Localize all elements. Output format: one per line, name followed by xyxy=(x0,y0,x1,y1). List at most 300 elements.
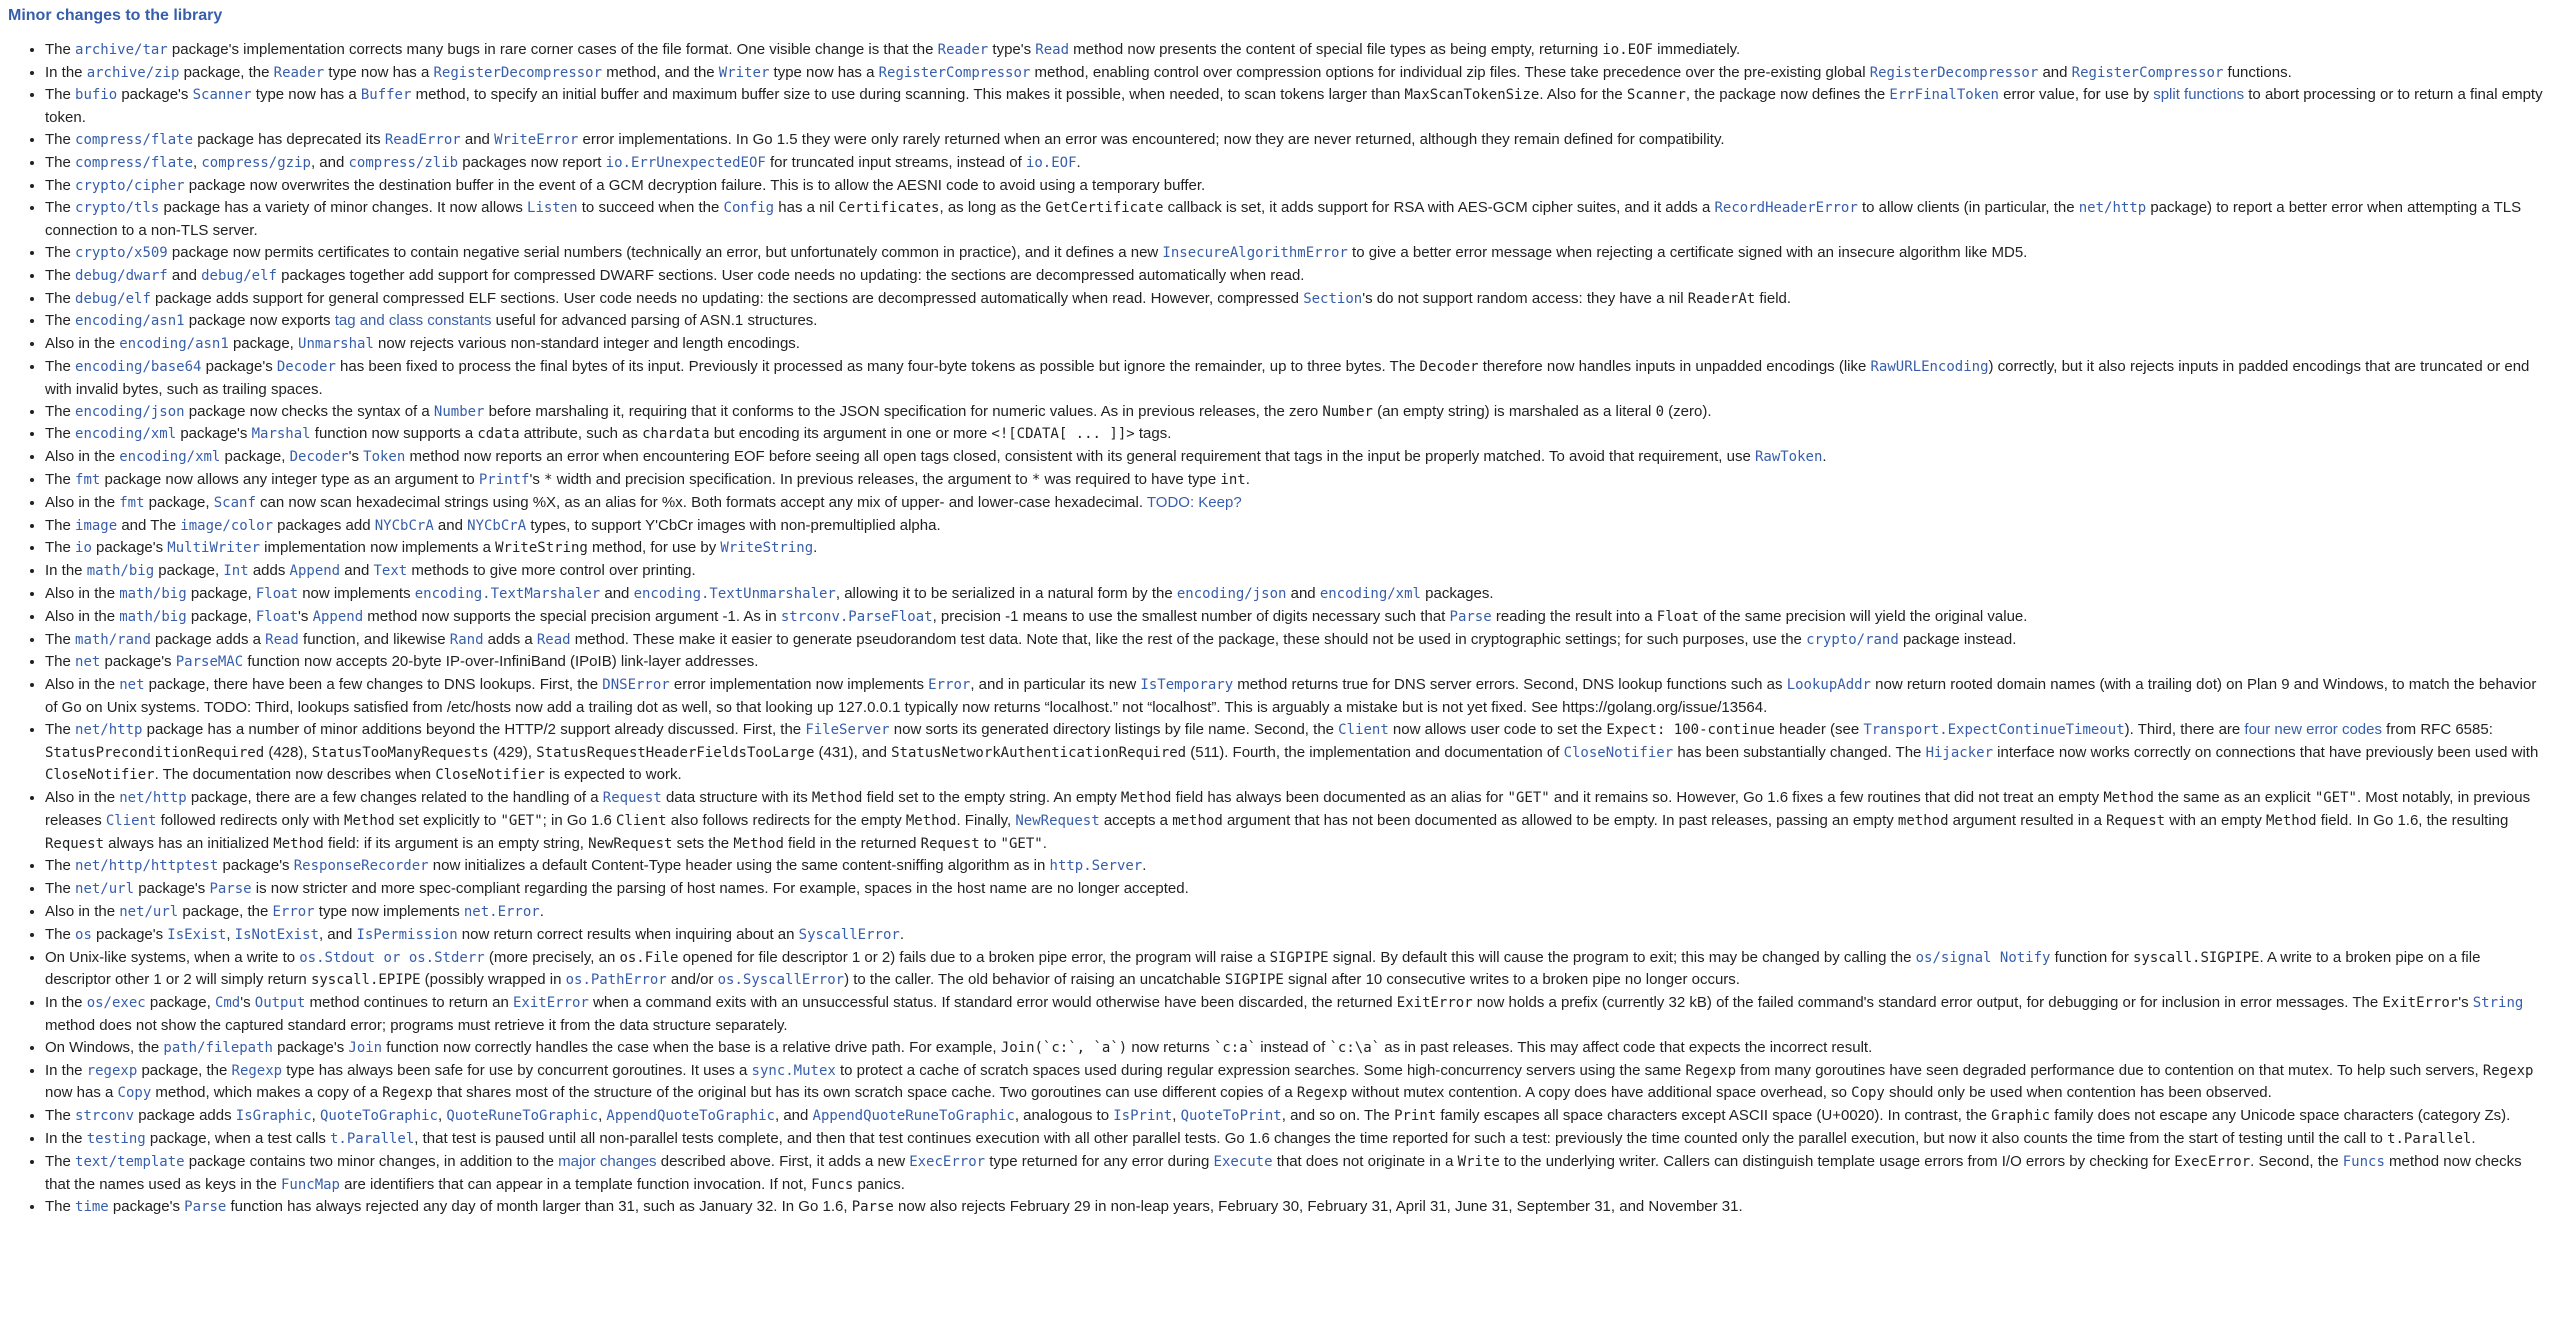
code-link[interactable]: Client xyxy=(105,812,157,829)
code-link[interactable]: encoding/xml xyxy=(1319,585,1421,602)
text: always has an initialized xyxy=(104,834,274,852)
code-link[interactable]: encoding.TextUnmarshaler xyxy=(633,585,836,602)
text: packages. xyxy=(1420,584,1494,602)
text: function for xyxy=(2050,948,2134,966)
inline-code: Funcs xyxy=(811,1176,854,1193)
inline-code: Request xyxy=(920,835,980,852)
code-link[interactable]: net/http xyxy=(75,721,143,738)
text: function, and likewise xyxy=(298,630,450,648)
text: now return rooted domain names (with a trailing dot) on Plan 9 and Windows, to match the behavior of Go on Unix systems. TODO: Third, lookups satisfied from /etc/hosts now add a trailing dot as well, so that looking up 127.0.0.1 typically now returns “localhost.” not “localhost”. This is arguably a mistake but is not yet fixed. See https://golang.org/issue/13564. xyxy=(45,676,2537,716)
text: (428), xyxy=(264,743,312,761)
code-link[interactable]: net.Error xyxy=(463,904,540,921)
text: , xyxy=(598,1107,607,1125)
text: field. In Go 1.6, the resulting xyxy=(2316,811,2509,829)
text: . xyxy=(539,903,544,921)
code-link[interactable]: Marshal xyxy=(251,426,311,443)
code-link[interactable]: Listen xyxy=(527,200,578,217)
code-link[interactable]: t.Parallel xyxy=(330,1131,415,1148)
text: . xyxy=(1245,470,1250,488)
code-link[interactable]: math/big xyxy=(86,563,155,580)
text: should only be used when contention has been observed. xyxy=(1884,1084,2272,1102)
text: (more precisely, an xyxy=(484,948,620,966)
list-item xyxy=(45,288,2545,311)
code-link[interactable]: compress/flate xyxy=(75,154,194,171)
code-link[interactable]: Decoder xyxy=(289,449,349,466)
text-link[interactable]: split functions xyxy=(2153,86,2245,104)
code-link[interactable]: Error xyxy=(928,677,971,694)
text: package, xyxy=(144,493,214,511)
code-link[interactable]: Rand xyxy=(449,631,484,648)
code-link[interactable]: NYCbCrA xyxy=(374,517,434,534)
text: method now presents the content of special file types as being empty, returning xyxy=(1069,40,1603,58)
code-link[interactable]: os.PathError xyxy=(565,972,667,989)
list-item xyxy=(45,129,2545,152)
code-link[interactable]: Cmd xyxy=(214,995,241,1012)
text: package has a variety of minor changes. It now allows xyxy=(159,199,528,217)
code-link[interactable]: Unmarshal xyxy=(298,336,374,353)
code-link[interactable]: FileServer xyxy=(805,721,890,738)
code-link[interactable]: Section xyxy=(1303,290,1363,307)
list-item xyxy=(45,719,2545,787)
code-link[interactable]: Float xyxy=(255,585,299,602)
code-link[interactable]: Copy xyxy=(117,1085,152,1102)
inline-code: * xyxy=(1031,471,1041,488)
code-link[interactable]: Scanf xyxy=(213,494,256,511)
inline-code: "GET" xyxy=(1000,835,1043,852)
code-link[interactable]: crypto/rand xyxy=(1806,631,1899,648)
text: error implementations. In Go 1.5 they were only rarely returned when an error was encountered; now they are never returned, although they remain defined for compatibility. xyxy=(578,130,1725,148)
list-item xyxy=(45,492,2545,515)
changes-list xyxy=(0,39,2545,1219)
text: interface now works correctly on connections that have previously been used with xyxy=(1993,743,2539,761)
code-link[interactable]: regexp xyxy=(86,1062,138,1079)
text: and xyxy=(2038,63,2072,81)
inline-code: Request xyxy=(2106,812,2166,829)
text: has been fixed to process the final bytes of its input. Previously it processed as many four-byte tokens as possible but ignore the remainder, up to three bytes. The xyxy=(335,357,1420,375)
code-link[interactable]: WriteError xyxy=(494,131,579,148)
code-link[interactable]: net xyxy=(75,654,101,671)
text: immediately. xyxy=(1652,40,1741,58)
code-link[interactable]: IsNotExist xyxy=(234,926,319,943)
list-item xyxy=(45,629,2545,652)
code-link[interactable]: Scanner xyxy=(192,87,252,104)
code-link[interactable]: AppendQuoteRuneToGraphic xyxy=(812,1108,1015,1125)
text: . Second, the xyxy=(2250,1152,2343,1170)
list-item xyxy=(45,901,2545,924)
code-link[interactable]: math/big xyxy=(119,608,187,625)
text: , the package now defines the xyxy=(1685,86,1890,104)
inline-code: Copy xyxy=(1851,1085,1885,1102)
list-item xyxy=(45,537,2545,560)
text: , as long as the xyxy=(939,199,1046,217)
inline-code: StatusPreconditionRequired xyxy=(45,744,265,761)
inline-code: Method xyxy=(344,812,395,829)
text: , xyxy=(226,925,235,943)
text: The xyxy=(45,130,76,148)
list-item xyxy=(45,855,2545,878)
text: ; in Go 1.6 xyxy=(542,811,617,829)
text: The xyxy=(45,470,76,488)
text: signal after 10 consecutive writes to a broken pipe no longer occurs. xyxy=(1283,971,1740,989)
code-link[interactable]: Parse xyxy=(209,881,252,898)
text: type now has a xyxy=(324,63,434,81)
text: package's xyxy=(134,880,210,898)
text: In the xyxy=(45,1130,87,1148)
text: The xyxy=(45,857,76,875)
code-link[interactable]: QuoteRuneToGraphic xyxy=(446,1108,599,1125)
code-link[interactable]: QuoteToGraphic xyxy=(319,1108,438,1125)
code-link[interactable]: ExitError xyxy=(512,995,589,1012)
text: adds a xyxy=(483,630,537,648)
code-link[interactable]: net/http xyxy=(2078,200,2147,217)
list-item xyxy=(45,242,2545,265)
text: now sorts its generated directory listings by file name. Second, the xyxy=(889,720,1339,738)
code-link[interactable]: NewRequest xyxy=(1015,812,1100,829)
code-link[interactable]: LookupAddr xyxy=(1786,677,1871,694)
code-link[interactable]: Output xyxy=(254,995,306,1012)
text: with an empty xyxy=(2165,811,2266,829)
code-link[interactable]: RegisterDecompressor xyxy=(1869,64,2039,81)
list-item xyxy=(45,84,2545,129)
text: function now correctly handles the case when the base is a relative drive path. For example, xyxy=(382,1038,1001,1056)
list-item xyxy=(45,560,2545,583)
text: Also in the xyxy=(45,448,120,466)
code-link[interactable]: encoding/base64 xyxy=(75,358,202,375)
code-link[interactable]: FuncMap xyxy=(280,1176,340,1193)
text: method, for use by xyxy=(587,539,721,557)
text: field has always been documented as an alias for xyxy=(1171,789,1508,807)
code-link[interactable]: encoding/json xyxy=(1176,585,1287,602)
code-link[interactable]: encoding/xml xyxy=(119,449,221,466)
code-link[interactable]: debug/dwarf xyxy=(75,267,168,284)
text: . Most notably, in previous releases xyxy=(45,789,2531,829)
text: , xyxy=(438,1107,447,1125)
text: The xyxy=(45,1152,76,1170)
text: method does not show the captured standard error; programs must retrieve it from the data structure separately. xyxy=(45,1017,788,1035)
code-link[interactable]: crypto/cipher xyxy=(75,177,185,194)
code-link[interactable]: os.Stdout or os.Stderr xyxy=(299,949,485,966)
text: package's xyxy=(176,425,252,443)
code-link[interactable]: math/big xyxy=(119,585,187,602)
code-link[interactable]: strconv.ParseFloat xyxy=(780,608,933,625)
text: for truncated input streams, instead of xyxy=(765,153,1026,171)
code-link[interactable]: SyscallError xyxy=(798,926,900,943)
code-link[interactable]: Text xyxy=(373,563,408,580)
code-link[interactable]: Buffer xyxy=(360,87,412,104)
text: to give a better error message when rejecting a certificate signed with an insecure algorithm like MD5. xyxy=(1347,243,2028,261)
text: that shares most of the structure of the original but has its own scratch space cache. Two goroutines can use different copies of a xyxy=(432,1084,1297,1102)
code-link[interactable]: image/color xyxy=(180,517,273,534)
text: package's xyxy=(91,925,168,943)
code-link[interactable]: ExecError xyxy=(909,1153,986,1170)
code-link[interactable]: encoding.TextMarshaler xyxy=(414,585,601,602)
code-link[interactable]: os xyxy=(75,926,92,943)
inline-code: Decoder xyxy=(1419,358,1479,375)
text: are identifiers that can appear in a template function invocation. If not, xyxy=(340,1175,812,1193)
code-link[interactable]: Transport.ExpectContinueTimeout xyxy=(1863,721,2125,738)
code-link[interactable]: http.Server xyxy=(1049,858,1143,875)
code-link[interactable]: Parse xyxy=(184,1199,227,1216)
code-link[interactable]: compress/zlib xyxy=(348,154,459,171)
text: package now exports xyxy=(184,312,335,330)
code-link[interactable]: String xyxy=(2472,995,2524,1012)
code-link[interactable]: archive/tar xyxy=(75,41,168,58)
inline-code: ReaderAt xyxy=(1687,290,1756,307)
code-link[interactable]: compress/flate xyxy=(75,131,194,148)
code-link[interactable]: fmt xyxy=(119,494,145,511)
code-link[interactable]: IsPrint xyxy=(1113,1108,1173,1125)
code-link[interactable]: MultiWriter xyxy=(167,540,261,557)
inline-code: ExecError xyxy=(2174,1153,2251,1170)
code-link[interactable]: encoding/json xyxy=(75,403,185,420)
list-item xyxy=(45,1151,2545,1197)
code-link[interactable]: text/template xyxy=(75,1153,185,1170)
code-link[interactable]: Regexp xyxy=(231,1062,283,1079)
text: package adds support for general compressed ELF sections. User code needs no updating: the sections are decompressed automatically when read. However, compressed xyxy=(150,289,1304,307)
code-link[interactable]: ErrFinalToken xyxy=(1889,87,1999,104)
text: package's xyxy=(100,653,176,671)
list-item xyxy=(45,446,2545,469)
text: package, xyxy=(228,335,299,353)
code-link[interactable]: Printf xyxy=(478,471,530,488)
text: field: if its argument is an empty string, xyxy=(323,834,589,852)
code-link[interactable]: encoding/asn1 xyxy=(119,336,229,353)
code-link[interactable]: WriteString xyxy=(720,540,814,557)
text-link[interactable]: TODO: Keep? xyxy=(1146,493,1242,511)
code-link[interactable]: Funcs xyxy=(2342,1153,2385,1170)
text: has a nil xyxy=(774,199,839,217)
text: implementation now implements a xyxy=(260,539,496,557)
list-item xyxy=(45,197,2545,242)
code-link[interactable]: time xyxy=(75,1199,109,1216)
code-link[interactable]: net xyxy=(119,677,145,694)
text: package, xyxy=(154,562,224,580)
code-link[interactable]: RegisterDecompressor xyxy=(433,64,603,81)
text: package now overwrites the destination buffer in the event of a GCM decryption failure. This is to allow the AESNI code to avoid using a temporary buffer. xyxy=(184,176,1206,194)
text: . xyxy=(813,539,818,557)
text: signal. By default this will cause the program to exit; this may be changed by calling the xyxy=(1328,948,1916,966)
text: argument resulted in a xyxy=(1948,811,2107,829)
code-link[interactable]: net/http xyxy=(119,790,187,807)
code-link[interactable]: Hijacker xyxy=(1925,744,1993,761)
text: as in past releases. This may affect code that expects the incorrect result. xyxy=(1380,1038,1873,1056)
code-link[interactable]: Join xyxy=(348,1039,383,1056)
text: argument that has not been documented as allowed to be empty. In past releases, passing an empty xyxy=(1222,811,1898,829)
text: package contains two minor changes, in addition to the xyxy=(184,1152,559,1170)
code-link[interactable]: QuoteToPrint xyxy=(1180,1108,1282,1125)
code-link[interactable]: io xyxy=(75,540,92,557)
code-link[interactable]: RawURLEncoding xyxy=(1870,358,1989,375)
text: family escapes all space characters except ASCII space (U+0020). In contrast, the xyxy=(1436,1107,1992,1125)
inline-code: StatusRequestHeaderFieldsTooLarge xyxy=(536,744,815,761)
inline-code: Method xyxy=(811,790,863,807)
code-link[interactable]: Token xyxy=(363,449,406,466)
text: The xyxy=(45,630,76,648)
text: package, the xyxy=(137,1061,232,1079)
text: , analogous to xyxy=(1014,1107,1114,1125)
code-link[interactable]: debug/elf xyxy=(201,267,277,284)
inline-code: SIGPIPE xyxy=(1224,972,1284,989)
text: The xyxy=(45,243,76,261)
text: , xyxy=(193,153,202,171)
list-item xyxy=(45,787,2545,855)
text-link[interactable]: major changes xyxy=(558,1152,657,1170)
text: data structure with its xyxy=(661,789,812,807)
code-link[interactable]: archive/zip xyxy=(86,64,180,81)
code-link[interactable]: Client xyxy=(1338,721,1389,738)
text: has been substantially changed. The xyxy=(1673,743,1926,761)
inline-code: syscall.SIGPIPE xyxy=(2133,949,2260,966)
code-link[interactable]: net/http/httptest xyxy=(75,858,219,875)
code-link[interactable]: os/exec xyxy=(86,995,146,1012)
code-link[interactable]: path/filepath xyxy=(163,1039,273,1056)
inline-code: method xyxy=(1172,812,1223,829)
code-link[interactable]: Writer xyxy=(718,64,770,81)
code-link[interactable]: IsGraphic xyxy=(235,1108,312,1125)
text: In the xyxy=(45,1061,87,1079)
code-link[interactable]: compress/gzip xyxy=(201,154,311,171)
code-link[interactable]: Int xyxy=(223,563,249,580)
text: , allowing it to be serialized in a natural form by the xyxy=(835,584,1177,602)
text: . xyxy=(1042,834,1047,852)
list-item xyxy=(45,515,2545,538)
text-link[interactable]: four new error codes xyxy=(2244,720,2382,738)
code-link[interactable]: ReadError xyxy=(384,131,461,148)
list-item xyxy=(45,356,2545,401)
code-link[interactable]: IsExist xyxy=(167,926,227,943)
text: The xyxy=(45,40,76,58)
text: package, xyxy=(145,994,215,1012)
code-link[interactable]: CloseNotifier xyxy=(1563,744,1674,761)
code-link[interactable]: strconv xyxy=(75,1108,135,1125)
code-link[interactable]: fmt xyxy=(75,471,101,488)
text: package, there are a few changes related to the handling of a xyxy=(186,789,603,807)
code-link[interactable]: Decoder xyxy=(276,358,336,375)
code-link[interactable]: IsTemporary xyxy=(1140,677,1234,694)
code-link[interactable]: image xyxy=(75,517,118,534)
list-item xyxy=(45,924,2545,947)
code-link[interactable]: Number xyxy=(433,403,485,420)
inline-code: NewRequest xyxy=(588,835,673,852)
text: is expected to work. xyxy=(544,766,682,784)
text: and xyxy=(167,266,202,284)
code-link[interactable]: Read xyxy=(1035,41,1070,58)
code-link[interactable]: crypto/x509 xyxy=(75,244,168,261)
text: . xyxy=(1142,857,1147,875)
text: The xyxy=(45,266,76,284)
code-link[interactable]: Reader xyxy=(273,64,325,81)
text: (zero). xyxy=(1664,402,1712,420)
text: packages together add support for compressed DWARF sections. User code needs no updating: the sections are decompressed automatically when read. xyxy=(276,266,1305,284)
text: type now has a xyxy=(769,63,879,81)
inline-code: Request xyxy=(45,835,105,852)
code-link[interactable]: RecordHeaderError xyxy=(1714,200,1858,217)
text: to the underlying writer. Callers can distinguish template usage errors from I/O errors by checking for xyxy=(1499,1152,2175,1170)
code-link[interactable]: IsPermission xyxy=(356,926,458,943)
section-heading: Minor changes to the library xyxy=(8,7,223,24)
code-link[interactable]: Float xyxy=(255,608,299,625)
text: The xyxy=(45,1107,76,1125)
text-link[interactable]: tag and class constants xyxy=(334,312,492,330)
inline-code: method xyxy=(1897,812,1949,829)
text: callback is set, it adds support for RSA with AES-GCM cipher suites, and it adds a xyxy=(1163,199,1715,217)
code-link[interactable]: net/url xyxy=(119,904,179,921)
text: , xyxy=(1172,1107,1181,1125)
code-link[interactable]: NYCbCrA xyxy=(467,517,527,534)
code-link[interactable]: Append xyxy=(312,608,364,625)
inline-code: Regexp xyxy=(1296,1085,1348,1102)
text: method now reports an error when encountering EOF before seeing all open tags closed, consistent with its general requirement that tags in the input be properly matched. To avoid that requirement, use xyxy=(405,448,1755,466)
inline-code: Float xyxy=(1656,608,1699,625)
code-link[interactable]: Append xyxy=(289,563,341,580)
text: package, xyxy=(186,607,256,625)
code-link[interactable]: encoding/asn1 xyxy=(75,313,185,330)
code-link[interactable]: io.ErrUnexpectedEOF xyxy=(605,154,766,171)
text: described above. First, it adds a new xyxy=(656,1152,910,1170)
inline-code: SIGPIPE xyxy=(1269,949,1329,966)
inline-code: Method xyxy=(905,812,957,829)
code-link[interactable]: testing xyxy=(86,1131,146,1148)
code-link[interactable]: Read xyxy=(536,631,571,648)
text: function has always rejected any day of month larger than 31, such as January 32. In Go 1.6, xyxy=(226,1198,852,1216)
list-item xyxy=(45,651,2545,674)
code-link[interactable]: Read xyxy=(265,631,299,648)
code-link[interactable]: Execute xyxy=(1213,1153,1273,1170)
code-link[interactable]: InsecureAlgorithmError xyxy=(1162,244,1348,261)
code-link[interactable]: ResponseRecorder xyxy=(293,858,429,875)
code-link[interactable]: encoding/xml xyxy=(75,426,177,443)
code-link[interactable]: Config xyxy=(723,200,775,217)
inline-code: "GET" xyxy=(2314,790,2357,807)
inline-code: * xyxy=(543,471,553,488)
code-link[interactable]: math/rand xyxy=(75,631,151,648)
text: now initializes a default Content-Type header using the same content-sniffing algorithm as in xyxy=(428,857,1050,875)
inline-code: syscall.EPIPE xyxy=(310,972,421,989)
code-link[interactable]: RegisterCompressor xyxy=(878,64,1031,81)
text: 's xyxy=(298,607,313,625)
code-link[interactable]: RawToken xyxy=(1754,449,1823,466)
code-link[interactable]: RegisterCompressor xyxy=(2071,64,2224,81)
code-link[interactable]: DNSError xyxy=(602,677,670,694)
list-item xyxy=(45,310,2545,333)
list-item xyxy=(45,606,2545,629)
code-link[interactable]: Request xyxy=(602,790,662,807)
text: ) to the caller. The old behavior of raising an uncatchable xyxy=(844,971,1225,989)
code-link[interactable]: bufio xyxy=(75,87,118,104)
text: (511). Fourth, the implementation and documentation of xyxy=(1186,743,1564,761)
code-link[interactable]: debug/elf xyxy=(75,290,151,307)
code-link[interactable]: Parse xyxy=(1449,608,1492,625)
text: Also in the xyxy=(45,584,120,602)
code-link[interactable]: sync.Mutex xyxy=(751,1062,836,1079)
code-link[interactable]: io.EOF xyxy=(1025,154,1077,171)
text: The xyxy=(45,153,76,171)
code-link[interactable]: os/signal Notify xyxy=(1915,949,2051,966)
list-item xyxy=(45,992,2545,1037)
text: The xyxy=(45,289,76,307)
inline-code: int xyxy=(1220,471,1246,488)
text: and xyxy=(1286,584,1320,602)
code-link[interactable]: crypto/tls xyxy=(75,200,160,217)
text: functions. xyxy=(2223,63,2292,81)
code-link[interactable]: os.SyscallError xyxy=(717,972,845,989)
code-link[interactable]: ParseMAC xyxy=(175,654,244,671)
code-link[interactable]: Error xyxy=(272,904,315,921)
code-link[interactable]: Reader xyxy=(937,41,989,58)
code-link[interactable]: AppendQuoteToGraphic xyxy=(606,1108,775,1125)
code-link[interactable]: net/url xyxy=(75,881,135,898)
inline-code: CloseNotifier xyxy=(45,767,155,784)
